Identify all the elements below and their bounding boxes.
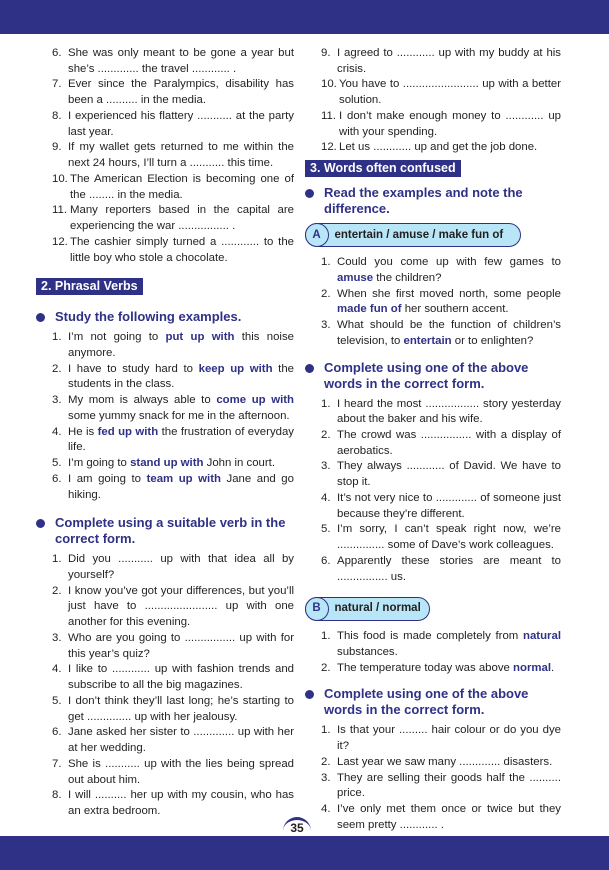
group-label: entertain / amuse / make fun of [334,228,504,241]
item-text: Many reporters based in the capital are experiencing the war ................ . [70,204,294,233]
item-text: Is that your ......... hair colour or do you dye it? [337,724,561,752]
list-item [52,631,294,662]
item-text: I agreed to ............ up with my buddy at his crisis. [337,47,561,75]
item-text: substances. [337,645,398,658]
task-instruction: Study the following examples. [36,309,294,325]
word-group-a [305,223,521,247]
task-instruction: Read the examples and note the difference. [305,185,561,217]
item-number: 9. [52,141,62,154]
list-item [52,172,294,203]
item-text: I will .......... her up with my cousin, who has an extra bedroom. [68,789,294,817]
item-text: The temperature today was above [337,661,514,674]
item-number: 3. [52,631,62,644]
item-number: 8. [52,789,62,802]
keyword: fed up with [97,425,159,438]
item-text: I am going to [68,473,147,486]
item-text: Who are you going to ................ up with for this year’s quiz? [68,631,294,660]
item-number: 1. [52,331,62,344]
item-text: some yummy snack for me in the afternoon. [68,409,290,422]
exercise-list [305,397,561,586]
task-instruction: Complete using one of the above words in the correct form. [305,686,561,718]
item-number: 9. [321,47,331,59]
exercise-list-continued [36,46,294,266]
item-number: 4. [52,425,62,438]
item-text: The cashier simply turned a ............ to the little boy who stole a chocolate. [70,235,294,264]
list-item [52,757,294,788]
item-number: 7. [52,757,62,770]
list-item [321,109,561,140]
item-text: the frustration of everyday life. [68,425,294,454]
keyword: come up with [216,394,295,407]
item-text: Ever since the Paralympics, disability has been a .......... in the media. [68,78,294,107]
list-item [321,255,561,286]
list-item [52,362,294,393]
list-item [321,77,561,108]
item-text: I don’t think they’ll last long; he’s starting to get .............. up with her jealousy. [68,694,294,723]
item-text: the students in the class. [68,362,295,391]
item-number: 5. [52,457,62,470]
list-item [52,393,294,424]
list-item [52,140,294,171]
exercise-list-continued [305,46,561,156]
item-text: I like to ............ up with fashion trends and subscribe to all the big magazines. [68,663,294,692]
item-number: 8. [52,109,62,122]
item-text: You have to ........................ up with a better solution. [339,78,561,107]
list-item [52,662,294,693]
list-item [321,287,561,318]
item-number: 12. [52,235,68,248]
item-text: If my wallet gets returned to me within the next 24 hours, I’ll turn a ........... this time. [68,141,294,170]
list-item [52,788,294,819]
item-text: My mom is always able to [68,394,217,407]
item-number: 4. [321,491,331,504]
list-item [321,46,561,77]
keyword: put up with [165,331,235,344]
item-number: 5. [52,694,62,707]
list-item [52,552,294,583]
item-number: 2. [321,755,331,768]
list-item [321,661,561,677]
examples-list [36,330,294,503]
right-column [305,46,561,834]
keyword: normal [513,661,552,674]
item-text: When she first moved north, some people [337,287,561,300]
item-number: 5. [321,523,331,536]
word-group-b [305,597,430,621]
item-number: 1. [321,256,331,269]
group-letter: A [305,223,329,247]
item-text: John in court. [203,457,276,470]
left-column [36,46,294,820]
list-item [321,554,561,585]
list-item [321,755,561,771]
list-item [52,203,294,234]
item-number: 11. [321,109,336,122]
item-text: Did you ........... up with that idea all by yourself? [68,553,294,581]
item-number: 1. [52,553,62,566]
item-text: I know you’ve got your differences, but you’ll just have to ....................... up with one another for this evening. [68,584,294,629]
page-number: 35 [283,817,311,836]
item-text: I’m not going to [68,331,166,344]
item-text: the children? [373,271,442,284]
item-text: Apparently these stories are meant to ................ us. [337,554,561,583]
keyword: stand up with [130,457,204,470]
item-text: What should be the function of children’s television, to [337,319,561,347]
list-item [52,235,294,266]
item-number: 3. [321,460,331,473]
item-number: 2. [321,287,331,300]
item-number: 7. [52,78,62,91]
item-text: . [551,661,555,674]
group-label: natural / normal [334,602,421,615]
header-band [0,0,609,34]
list-item [52,46,294,77]
keyword: entertain [403,334,452,347]
item-text: I have to study hard to [68,362,199,375]
item-number: 6. [52,47,62,59]
list-item [52,77,294,108]
item-text: Last year we saw many ............. disasters. [337,755,553,768]
task-instruction: Complete using one of the above words in the correct form. [305,360,561,392]
item-number: 10. [321,78,337,91]
examples-list [305,629,561,676]
list-item [52,456,294,472]
section-title-phrasal-verbs: 2. Phrasal Verbs [36,278,143,295]
item-text: It’s not very nice to ............. of someone just because they’re different. [337,491,561,520]
item-text: I’m going to [68,457,131,470]
item-number: 2. [52,584,62,597]
item-number: 3. [321,771,331,784]
list-item [52,694,294,725]
list-item [321,140,561,156]
item-text: She was only meant to be gone a year but she’s ............. the travel ............ . [68,47,294,75]
list-item [321,428,561,459]
list-item [321,491,561,522]
item-text: The American Election is becoming one of the ........ in the media. [70,172,294,201]
item-text: this noise anymore. [68,331,294,359]
list-item [52,472,294,503]
item-number: 6. [52,726,62,739]
item-text: This food is made completely from [337,630,524,643]
list-item [52,109,294,140]
item-number: 2. [321,428,331,441]
task-instruction: Complete using a suitable verb in the correct form. [36,515,294,547]
item-number: 6. [52,473,62,486]
item-number: 11. [52,204,67,217]
item-text: She is ........... up with the lies being spread out about him. [68,757,294,786]
item-text: I’m sorry, I can’t speak right now, we’re ............... some of Dave’s work colleagues. [337,523,561,552]
item-text: I’ve only met them once or twice but they seem pretty ............ . [337,803,561,831]
item-text: I heard the most ................. story yesterday about the baker and his wife. [337,397,561,426]
list-item [321,318,561,349]
item-text: The crowd was ................ with a display of aerobatics. [337,428,561,457]
keyword: made fun of [337,303,402,316]
keyword: natural [523,630,561,643]
item-number: 6. [321,554,331,567]
exercise-list [36,552,294,819]
section-title-words-confused: 3. Words often confused [305,160,461,177]
item-text: He is [68,425,98,438]
list-item [321,802,561,833]
list-item [321,459,561,490]
item-number: 4. [321,803,331,816]
item-text: Could you come up with few games to [337,256,561,269]
group-letter: B [305,597,329,621]
item-text: They are selling their goods half the .......... price. [337,771,561,800]
item-number: 3. [52,394,62,407]
list-item [321,629,561,660]
footer-band [0,836,609,870]
list-item [321,397,561,428]
item-text: Jane asked her sister to ............. up with her at her wedding. [68,726,294,755]
list-item [52,330,294,361]
keyword: team up with [146,473,221,486]
keyword: amuse [337,271,374,284]
exercise-list [305,723,561,833]
item-number: 1. [321,397,331,410]
item-number: 12. [321,141,337,154]
list-item [52,425,294,456]
list-item [321,771,561,802]
item-text: They always ............ of David. We have to stop it. [337,460,561,489]
item-text: I experienced his flattery ........... at the party last year. [68,109,294,138]
item-number: 4. [52,663,62,676]
item-text: Jane and go hiking. [68,473,294,501]
list-item [321,522,561,553]
item-number: 10. [52,172,68,185]
list-item [52,725,294,756]
item-number: 1. [321,724,331,737]
examples-list [305,255,561,349]
item-number: 2. [321,661,331,674]
item-number: 1. [321,630,331,643]
list-item [52,584,294,631]
item-text: I don’t make enough money to ............ up with your spending. [339,109,561,138]
item-text: Let us ............ up and get the job done. [339,141,538,154]
keyword: keep up with [198,362,273,375]
item-text: or to enlighten? [451,334,534,347]
item-number: 2. [52,362,62,375]
item-number: 3. [321,319,331,332]
list-item [321,723,561,754]
item-text: her southern accent. [401,303,509,316]
